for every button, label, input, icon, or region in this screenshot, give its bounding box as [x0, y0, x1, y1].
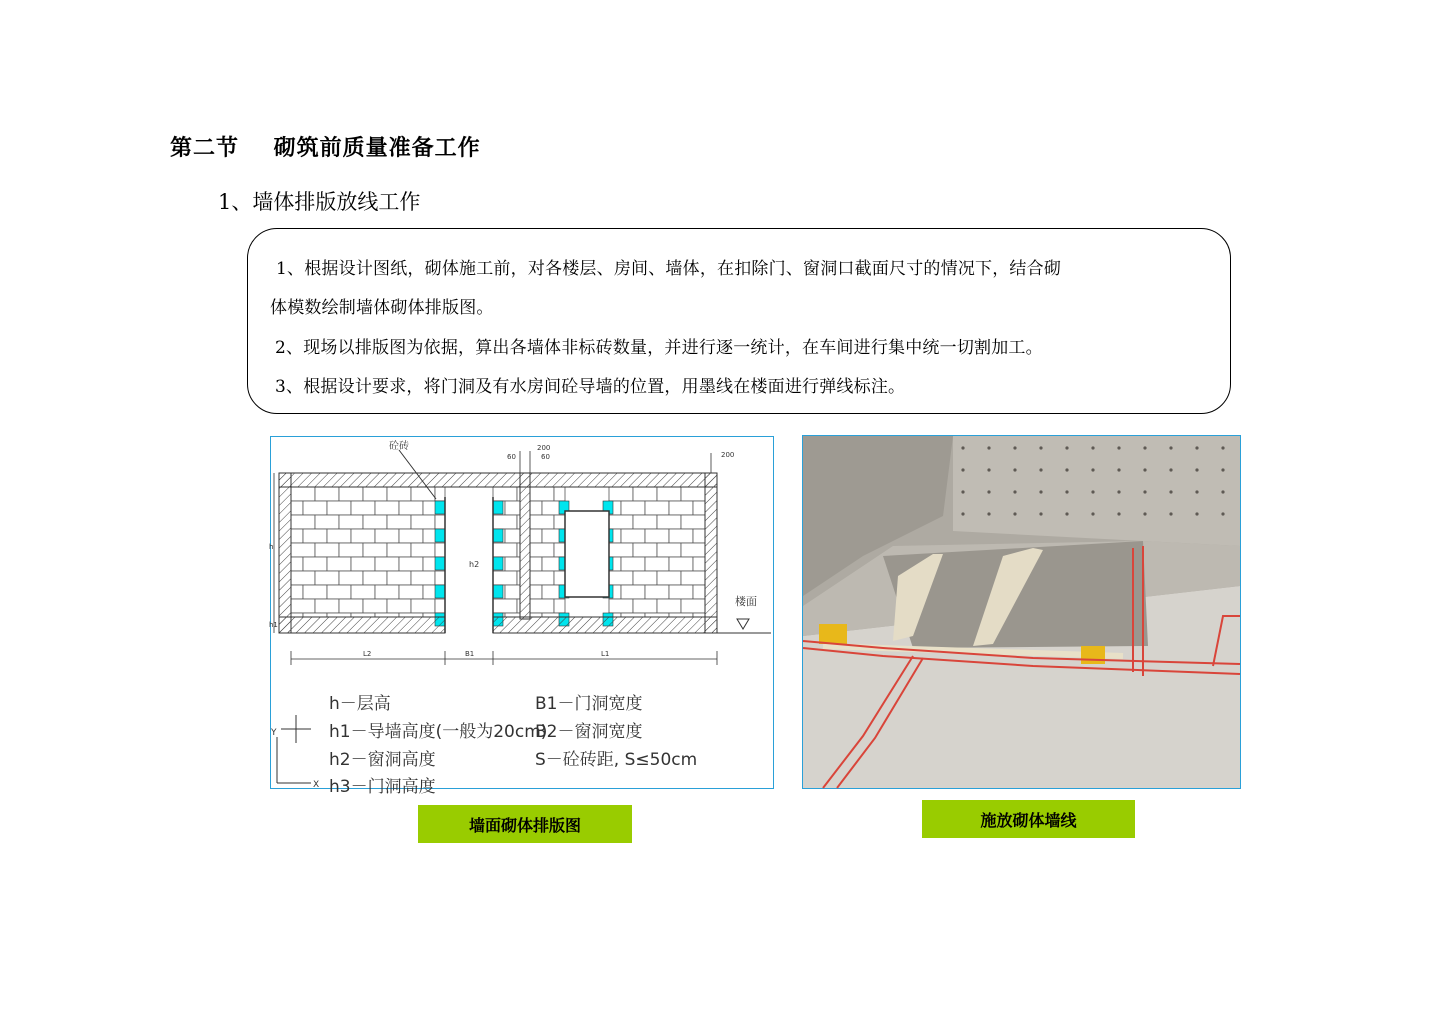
- brick: [633, 599, 657, 613]
- brick: [303, 613, 327, 617]
- brick: [291, 613, 303, 617]
- tie-dot: [1143, 468, 1146, 471]
- brick: [609, 515, 633, 529]
- brick: [657, 599, 681, 613]
- dim-h2: h2: [469, 560, 480, 569]
- dim-L1: L1: [601, 650, 610, 658]
- tie-dot: [1195, 446, 1198, 449]
- legend-h1: h1－导墙高度(一般为20cm): [329, 722, 548, 742]
- brick: [411, 487, 435, 501]
- concrete-block: [493, 585, 503, 598]
- brick: [530, 585, 542, 599]
- tie-dot: [1169, 512, 1172, 515]
- brick: [351, 529, 375, 543]
- brick: [633, 571, 657, 585]
- tie-dot: [1039, 512, 1042, 515]
- brick: [493, 543, 517, 557]
- brick: [327, 501, 351, 515]
- brick: [291, 501, 303, 515]
- tie-dot: [1039, 446, 1042, 449]
- tie-dot: [1065, 512, 1068, 515]
- brick: [435, 571, 445, 585]
- brick: [505, 501, 520, 515]
- brick: [693, 501, 705, 515]
- brick: [493, 599, 517, 613]
- brick: [411, 571, 435, 585]
- brick: [505, 585, 520, 599]
- brick: [493, 487, 517, 501]
- brick: [291, 543, 315, 557]
- brick: [669, 585, 693, 599]
- brick: [375, 613, 399, 617]
- brick: [315, 487, 339, 501]
- tie-dot: [1065, 468, 1068, 471]
- brick: [693, 557, 705, 571]
- brick: [291, 599, 315, 613]
- axis-x-label: X: [313, 780, 320, 790]
- tie-dot: [1013, 446, 1016, 449]
- brick: [351, 501, 375, 515]
- brick: [693, 529, 705, 543]
- tie-dot: [1091, 468, 1094, 471]
- tie-dot: [1221, 446, 1224, 449]
- floor-marker: [737, 619, 749, 629]
- tie-dot: [961, 468, 964, 471]
- concrete-block: [435, 585, 445, 598]
- brick: [657, 487, 681, 501]
- tie-dot: [1221, 468, 1224, 471]
- concrete-block: [435, 529, 445, 542]
- tie-dot: [961, 512, 964, 515]
- tie-dot: [1169, 490, 1172, 493]
- brick: [681, 487, 705, 501]
- top-label: 砼砖: [389, 441, 409, 452]
- tie-dot: [1195, 512, 1198, 515]
- brick: [669, 557, 693, 571]
- tie-dot: [1195, 468, 1198, 471]
- tie-dot: [987, 468, 990, 471]
- tie-dot: [1039, 490, 1042, 493]
- brick: [554, 571, 565, 585]
- marker-block-right: [1081, 646, 1105, 664]
- brick: [363, 515, 387, 529]
- dim-B1: B1: [465, 650, 475, 658]
- brick: [315, 515, 339, 529]
- legend-h: h－层高: [329, 694, 391, 714]
- brick: [530, 501, 542, 515]
- tie-dot: [961, 446, 964, 449]
- brick: [291, 571, 315, 585]
- brick: [633, 543, 657, 557]
- dim-60a: 60: [507, 453, 516, 461]
- brick: [645, 613, 669, 617]
- caption-wall-layout: 墙面砌体排版图: [418, 805, 632, 843]
- legend-B1: B1－门洞宽度: [535, 694, 643, 714]
- brick: [435, 487, 445, 501]
- brick: [375, 557, 399, 571]
- tie-dot: [1117, 490, 1120, 493]
- caption-layout-lines: 施放砌体墙线: [922, 800, 1135, 838]
- guide-wall-right: [493, 617, 717, 633]
- brick: [621, 613, 645, 617]
- brick: [530, 543, 554, 557]
- tie-dot: [961, 490, 964, 493]
- brick: [554, 599, 565, 613]
- concrete-block: [493, 501, 503, 514]
- axis-y-label: Y: [271, 728, 277, 738]
- tie-dot: [1169, 468, 1172, 471]
- brick: [530, 599, 554, 613]
- tie-dot: [1195, 490, 1198, 493]
- dim-h: h: [269, 543, 274, 551]
- concrete-block: [435, 501, 445, 514]
- concrete-block: [493, 557, 503, 570]
- brick: [387, 599, 411, 613]
- brick: [339, 599, 363, 613]
- brick: [363, 571, 387, 585]
- brick: [681, 571, 705, 585]
- brick: [399, 529, 423, 543]
- brick: [387, 487, 411, 501]
- brick: [530, 529, 542, 543]
- window-opening: [565, 511, 609, 597]
- brick: [633, 487, 657, 501]
- brick: [645, 585, 669, 599]
- tie-dot: [1143, 446, 1146, 449]
- brick: [327, 557, 351, 571]
- brick: [315, 599, 339, 613]
- brick: [291, 487, 315, 501]
- brick: [621, 501, 645, 515]
- tie-dot: [1221, 512, 1224, 515]
- brick: [669, 613, 693, 617]
- brick: [339, 543, 363, 557]
- brick: [339, 571, 363, 585]
- brick: [351, 585, 375, 599]
- concrete-block: [435, 557, 445, 570]
- brick: [291, 515, 315, 529]
- tie-dot: [1065, 490, 1068, 493]
- site-photo-layout-lines: [802, 435, 1241, 789]
- brick: [621, 529, 645, 543]
- wall-layout-drawing: [269, 436, 774, 797]
- subsection-title: 1、墙体排版放线工作: [218, 190, 421, 214]
- brick: [363, 599, 387, 613]
- brick: [530, 557, 542, 571]
- tie-dot: [1091, 446, 1094, 449]
- brick: [530, 515, 554, 529]
- brick: [363, 487, 387, 501]
- brick: [693, 613, 705, 617]
- brick: [339, 487, 363, 501]
- brick: [375, 585, 399, 599]
- brick: [505, 557, 520, 571]
- brick: [387, 543, 411, 557]
- tie-dot: [1221, 490, 1224, 493]
- brick: [375, 501, 399, 515]
- brick: [435, 515, 445, 529]
- dim-200a: 200: [537, 444, 551, 452]
- brick: [387, 571, 411, 585]
- tie-dot: [1013, 490, 1016, 493]
- dim-h1: h1: [269, 621, 278, 629]
- brick: [645, 501, 669, 515]
- dim-200b: 200: [721, 451, 735, 459]
- right-column: [705, 473, 717, 633]
- dim-60b: 60: [541, 453, 550, 461]
- note-line-4: 3、根据设计要求，将门洞及有水房间砼导墙的位置，用墨线在楼面进行弹线标注。: [275, 377, 906, 397]
- brick: [530, 613, 542, 617]
- brick: [554, 515, 565, 529]
- brick: [435, 599, 445, 613]
- brick: [681, 599, 705, 613]
- tie-dot: [1117, 446, 1120, 449]
- brick: [291, 557, 303, 571]
- tie-dot: [1143, 490, 1146, 493]
- brick: [657, 543, 681, 557]
- brick: [669, 501, 693, 515]
- note-line-3: 2、现场以排版图为依据，算出各墙体非标砖数量，并进行逐一统计，在车间进行集中统一切割加工。: [275, 338, 1043, 358]
- brick: [411, 515, 435, 529]
- tie-dot: [987, 490, 990, 493]
- brick: [315, 543, 339, 557]
- tie-dot: [1143, 512, 1146, 515]
- brick: [327, 613, 351, 617]
- brick: [399, 613, 423, 617]
- brick: [554, 543, 565, 557]
- tie-dot: [1013, 512, 1016, 515]
- brick: [399, 557, 423, 571]
- brick: [505, 529, 520, 543]
- site-photo-svg: [803, 436, 1240, 788]
- tie-dot: [987, 446, 990, 449]
- brick: [693, 585, 705, 599]
- legend-S: S－砼砖距, S≤50cm: [535, 750, 698, 770]
- guide-wall-left: [279, 617, 445, 633]
- brick: [554, 487, 565, 501]
- brick: [609, 571, 633, 585]
- brick: [303, 585, 327, 599]
- brick: [681, 515, 705, 529]
- brick: [621, 557, 645, 571]
- brick: [609, 487, 633, 501]
- brick: [669, 529, 693, 543]
- brick: [657, 571, 681, 585]
- notes-box: [247, 228, 1231, 414]
- brick: [493, 515, 517, 529]
- tie-dot: [1169, 446, 1172, 449]
- brick: [645, 529, 669, 543]
- tie-dot: [1013, 468, 1016, 471]
- tie-dot: [1117, 468, 1120, 471]
- brick: [387, 515, 411, 529]
- note-line-1: 1、根据设计图纸，砌体施工前，对各楼层、房间、墙体，在扣除门、窗洞口截面尺寸的情况下，结合砌: [276, 259, 1062, 279]
- brick: [339, 515, 363, 529]
- brick: [411, 599, 435, 613]
- brick: [621, 585, 645, 599]
- brick: [435, 543, 445, 557]
- tie-dot: [987, 512, 990, 515]
- brick: [363, 543, 387, 557]
- brick: [291, 529, 303, 543]
- tie-dot: [1091, 512, 1094, 515]
- concrete-block: [493, 529, 503, 542]
- legend-B2: B2－窗洞宽度: [535, 722, 643, 742]
- brick: [303, 529, 327, 543]
- legend-h2: h2－窗洞高度: [329, 750, 436, 770]
- brick: [633, 515, 657, 529]
- brick: [530, 487, 554, 501]
- note-line-2: 体模数绘制墙体砌体排版图。: [270, 298, 494, 318]
- brick: [327, 585, 351, 599]
- brick: [399, 501, 423, 515]
- brick: [351, 557, 375, 571]
- brick: [327, 529, 351, 543]
- tie-dot: [1091, 490, 1094, 493]
- brick: [399, 585, 423, 599]
- brick: [645, 557, 669, 571]
- brick: [505, 613, 520, 617]
- brick: [681, 543, 705, 557]
- brick: [303, 557, 327, 571]
- brick: [609, 543, 633, 557]
- brick: [291, 585, 303, 599]
- brick: [609, 599, 633, 613]
- brick: [411, 543, 435, 557]
- dim-L2: L2: [363, 650, 372, 658]
- marker-block-left: [819, 624, 847, 644]
- tie-dot: [1039, 468, 1042, 471]
- section-title: 第二节 砌筑前质量准备工作: [170, 136, 481, 161]
- brick: [315, 571, 339, 585]
- left-column: [279, 473, 291, 633]
- wall-layout-svg: [269, 437, 773, 797]
- brick: [493, 571, 517, 585]
- brick: [303, 501, 327, 515]
- top-beam: [279, 473, 717, 487]
- brick: [657, 515, 681, 529]
- tie-dot: [1117, 512, 1120, 515]
- middle-column: [520, 473, 530, 619]
- brick: [351, 613, 375, 617]
- brick: [375, 529, 399, 543]
- tie-dot: [1065, 446, 1068, 449]
- brick: [530, 571, 554, 585]
- legend-h3: h3－门洞高度: [329, 777, 436, 797]
- floor-label: 楼面: [735, 595, 757, 608]
